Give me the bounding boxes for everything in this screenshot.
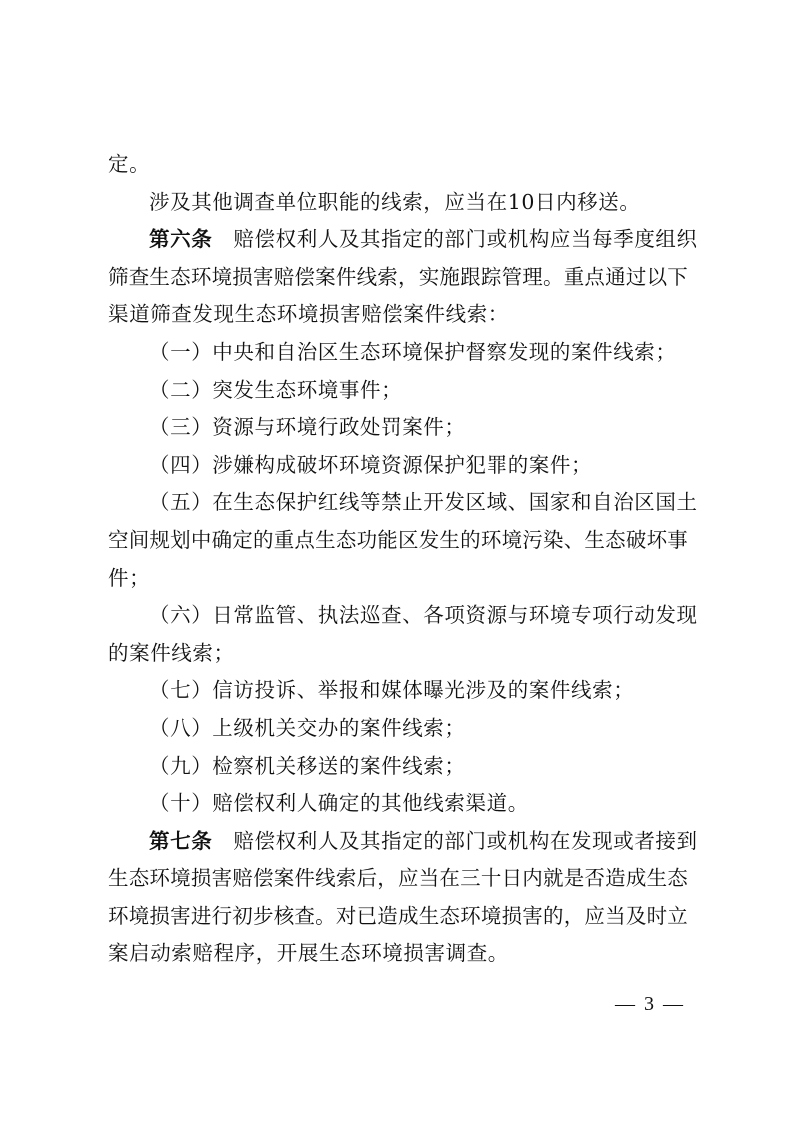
- text-line: 涉及其他调查单位职能的线索，应当在10日内移送。: [149, 189, 641, 214]
- list-item: （七）信访投诉、举报和媒体曝光涉及的案件线索；: [149, 678, 635, 703]
- page-number: — 3 —: [615, 993, 685, 1015]
- article-seven-first-line: [108, 823, 698, 861]
- document-body: [108, 146, 698, 973]
- list-item: （四）涉嫌构成破坏环境资源保护犯罪的案件；: [149, 452, 593, 477]
- list-item: （二）突发生态环境事件；: [149, 377, 403, 402]
- list-item: （三）资源与环境行政处罚案件；: [149, 415, 466, 440]
- list-item: （九）检察机关移送的案件线索；: [149, 753, 466, 778]
- text-line: 空间规划中确定的重点生态功能区发生的环境污染、生态破坏事: [108, 527, 688, 552]
- text-line: 案启动索赔程序，开展生态环境损害调查。: [108, 941, 509, 966]
- text-line: 定。: [108, 152, 151, 176]
- text-line: 筛查生态环境损害赔偿案件线索，实施跟踪管理。重点通过以下: [108, 264, 688, 289]
- list-item: （六）日常监管、执法巡查、各项资源与环境专项行动发现: [149, 603, 698, 628]
- text-line: 的案件线索；: [108, 640, 235, 665]
- list-item: （一）中央和自治区生态环境保护督察发现的案件线索；: [149, 339, 677, 364]
- article-seven-heading: 第七条: [149, 828, 213, 853]
- article-six-heading: 第六条: [149, 227, 213, 252]
- text-line: 生态环境损害赔偿案件线索后，应当在三十日内就是否造成生态: [108, 866, 688, 891]
- text-line: 环境损害进行初步核查。对已造成生态环境损害的，应当及时立: [108, 903, 688, 928]
- text-segment: 赔偿权利人及其指定的部门或机构应当每季度组织: [233, 227, 698, 252]
- text-line: 件；: [108, 565, 151, 590]
- list-item: （五）在生态保护红线等禁止开发区域、国家和自治区国土: [149, 490, 698, 515]
- list-item: （八）上级机关交办的案件线索；: [149, 715, 466, 740]
- text-line: 渠道筛查发现生态环境损害赔偿案件线索：: [108, 302, 509, 327]
- article-six-first-line: [108, 221, 698, 259]
- list-item: （十）赔偿权利人确定的其他线索渠道。: [149, 791, 529, 816]
- text-segment: 赔偿权利人及其指定的部门或机构在发现或者接到: [233, 828, 698, 853]
